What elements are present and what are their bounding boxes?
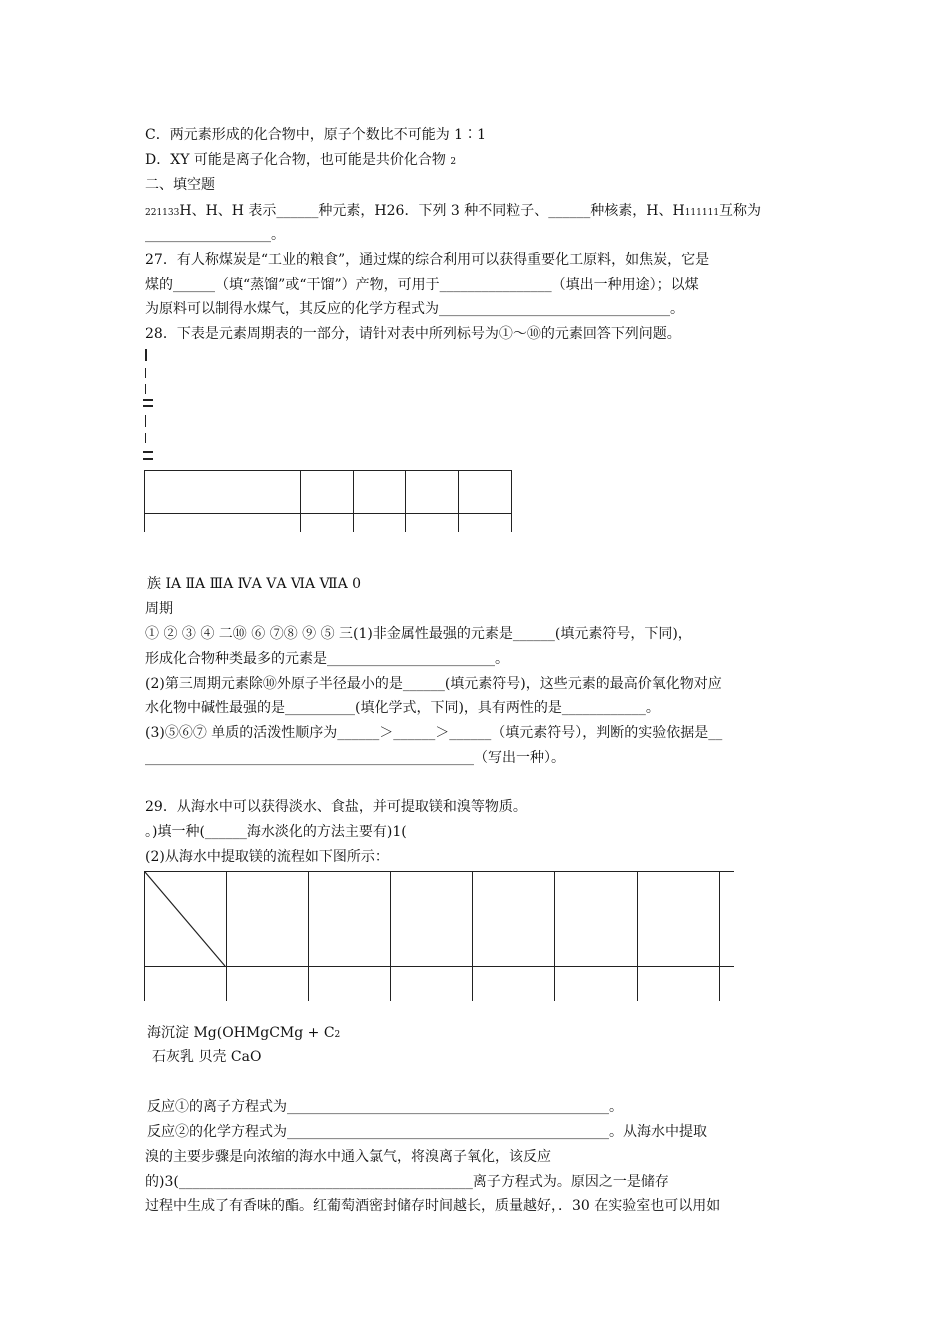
bromine-line-2: 的)3(__________________________________________离子方程式为。原因之一是储存 (145, 1174, 669, 1190)
question-29-line-2: 。)填一种(______海水淡化的方法主要有)1( (145, 824, 407, 840)
q26-sub: 111111 (684, 208, 720, 218)
table-period-label: 周期 (145, 601, 173, 617)
table-rule (405, 470, 406, 532)
table-rule (144, 513, 512, 514)
flow-rule (554, 871, 555, 1001)
flow-labels-row-2: 石灰乳 贝壳 CaO (152, 1049, 262, 1065)
margin-mark (145, 415, 146, 427)
question-28-line-1: 28．下表是元素周期表的一部分，请针对表中所列标号为①～⑩的元素回答下列问题。 (145, 326, 681, 342)
margin-mark (143, 458, 153, 460)
table-header: 族 IA ⅡA ⅢA ⅣA ⅤA ⅥA ⅦA 0 (147, 576, 362, 592)
reaction-2-line: 反应②的化学方程式为______________________________________________。从海水中提取 (147, 1124, 707, 1140)
table-rule (511, 470, 512, 532)
q26-text: H、H、H 表示______种元素，H26．下列 3 种不同粒子、______种核素，H、H (179, 203, 685, 219)
margin-mark (145, 368, 146, 378)
question-27-line-3: 为原料可以制得水煤气，其反应的化学方程式为_________________________________。 (145, 301, 684, 317)
margin-mark (143, 399, 153, 401)
table-rule (300, 470, 301, 532)
option-d-sub: 2 (450, 157, 457, 167)
q26-prefix-sub: 221133 (145, 208, 180, 218)
flow-rule (144, 871, 734, 872)
option-d (145, 151, 456, 171)
question-28-part-3b: _______________________________________________（写出一种）。 (145, 750, 565, 766)
bromine-line-1: 溴的主要步骤是向浓缩的海水中通入氯气，将溴离子氧化，该反应 (145, 1149, 551, 1165)
flow-labels-row-1 (147, 1024, 340, 1044)
flow-rule (472, 871, 473, 1001)
flow-diagonal (144, 871, 227, 967)
q26-post: 互称为 (719, 203, 762, 219)
question-27-line-1: 27．有人称煤炭是“工业的粮食”，通过煤的综合利用可以获得重要化工原料，如焦炭，它是 (145, 252, 710, 268)
question-27-line-2: 煤的______（填“蒸馏”或“干馏”）产物，可用于________________（填出一种用途）；以煤 (145, 277, 699, 293)
flow-rule (308, 871, 309, 1001)
question-28-part-1b: 形成化合物种类最多的元素是________________________。 (145, 651, 509, 667)
question-28-part-3: (3)⑤⑥⑦ 单质的活泼性顺序为______＞______＞______（填元素符号），判断的实验依据是__ (145, 725, 723, 741)
margin-mark (145, 433, 146, 443)
question-28-part-2b: 水化物中碱性最强的是__________(填化学式，下同)，具有两性的是____________。 (145, 700, 660, 716)
question-29-line-3: (2)从海水中提取镁的流程如下图所示： (145, 849, 389, 865)
flow-labels-text: 海沉淀 Mg(OHMgCMg + C (147, 1025, 335, 1041)
table-rule (144, 470, 145, 532)
flow-rule (390, 871, 391, 1001)
question-30-line: 过程中生成了有香味的酯。红葡萄酒密封储存时间越长，质量越好，．30 在实验室也可以用如 (145, 1198, 721, 1214)
reaction-1-line: 反应①的离子方程式为______________________________________________。 (147, 1099, 623, 1115)
margin-mark (143, 405, 153, 407)
margin-mark (145, 384, 146, 394)
table-rule (144, 470, 512, 471)
margin-mark (143, 451, 153, 453)
question-26-line-1 (145, 202, 761, 222)
table-rule (458, 470, 459, 532)
question-26-line-2: __________________。 (145, 227, 285, 243)
flow-rule (144, 966, 734, 967)
question-28-part-2: (2)第三周期元素除⑩外原子半径最小的是______(填元素符号)，这些元素的最高价氧化物对应 (145, 676, 722, 692)
flow-rule (719, 871, 720, 1001)
margin-mark (145, 349, 147, 361)
section-heading: 二、填空题 (145, 177, 215, 193)
table-rule (353, 470, 354, 532)
flow-labels-sub: 2 (334, 1030, 341, 1040)
option-d-text: D．XY 可能是离子化合物，也可能是共价化合物 (145, 152, 446, 168)
flow-rule (637, 871, 638, 1001)
question-28-part-1: ① ② ③ ④ 二⑩ ⑥ ⑦⑧ ⑨ ⑤ 三(1)非金属性最强的元素是______(填元素符号，下同)， (145, 626, 692, 642)
question-29-line-1: 29．从海水中可以获得淡水、食盐，并可提取镁和溴等物质。 (145, 799, 527, 815)
option-c: C．两元素形成的化合物中，原子个数比不可能为 1∶1 (145, 127, 486, 143)
